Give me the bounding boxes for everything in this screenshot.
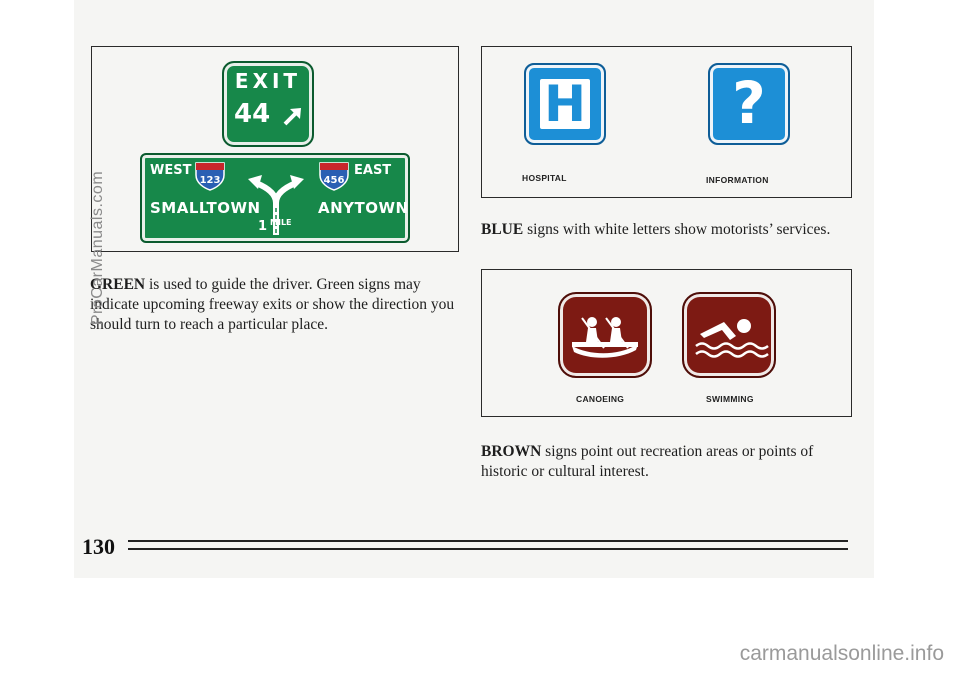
brown-keyword: BROWN: [481, 443, 542, 460]
footer-rule: [128, 540, 848, 542]
west-label: WEST: [150, 163, 192, 178]
swimming-caption: SWIMMING: [706, 394, 754, 404]
information-caption: INFORMATION: [706, 175, 769, 185]
east-label: EAST: [354, 163, 392, 178]
shield-right-number: 456: [323, 175, 345, 186]
brown-paragraph: [481, 442, 851, 482]
right-destination: ANYTOWN: [318, 199, 409, 217]
distance-unit: MILE: [270, 218, 292, 227]
footer-rule: [128, 548, 848, 550]
green-keyword: GREEN: [90, 276, 146, 293]
watermark-left-text: ProCarManuals.com: [89, 170, 106, 326]
swimming-sign: [682, 292, 776, 378]
hospital-caption: HOSPITAL: [522, 173, 567, 183]
swimmer-icon: [684, 294, 774, 376]
brown-body: signs point out recreation areas or points of historic or cultural interest.: [481, 443, 814, 480]
hospital-sign: [524, 63, 606, 145]
exit-sign: [222, 61, 314, 147]
green-body: is used to guide the driver. Green signs may indicate upcoming freeway exits or show the direction you should turn to reach a particular place.: [90, 276, 455, 333]
exit-number: 44: [234, 99, 271, 129]
distance-number: 1: [258, 219, 268, 234]
blue-sign-figure: [481, 46, 852, 198]
blue-keyword: BLUE: [481, 221, 524, 238]
watermark-bottom: carmanualsonline.info: [739, 642, 944, 665]
question-mark-icon: ?: [732, 69, 766, 137]
brown-sign-figure: [481, 269, 852, 417]
interstate-shield-icon: [318, 161, 350, 191]
left-destination: SMALLTOWN: [150, 199, 261, 217]
watermark-vertical: [74, 118, 122, 378]
blue-paragraph: [481, 220, 851, 240]
exit-word: EXIT: [234, 69, 302, 93]
canoeing-sign: [558, 292, 652, 378]
hospital-letter: H: [544, 75, 586, 133]
diagonal-arrow-icon: [282, 105, 304, 127]
blue-body: signs with white letters show motorists’ services.: [523, 221, 831, 238]
information-sign: [708, 63, 790, 145]
canoe-icon: [560, 294, 650, 376]
shield-left-number: 123: [199, 175, 221, 186]
green-sign-figure: [91, 46, 459, 252]
green-paragraph: [90, 275, 460, 335]
interstate-shield-icon: [194, 161, 226, 191]
page-number: 130: [82, 534, 115, 559]
canoeing-caption: CANOEING: [576, 394, 625, 404]
guide-sign: [140, 153, 410, 243]
